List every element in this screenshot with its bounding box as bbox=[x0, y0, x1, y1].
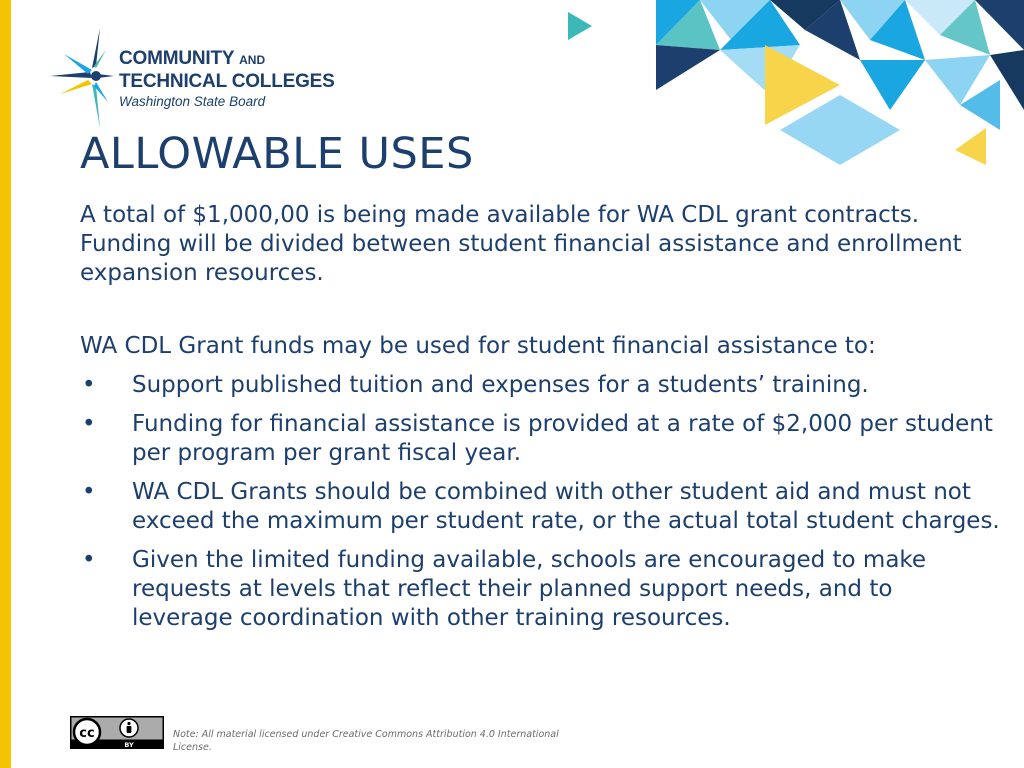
intro-paragraph: A total of $1,000,00 is being made available for WA CDL grant contracts. Funding will be divided between student financial assistance and enrollment expansion resources. bbox=[80, 202, 962, 286]
star-burst-logo-icon bbox=[50, 28, 114, 128]
slide-footer bbox=[70, 716, 590, 756]
bullet-text: Given the limited funding available, schools are encouraged to make requests at levels that reflect their planned support needs, and to leverage coordination with other training resources. bbox=[132, 547, 927, 631]
bullet-marker: • bbox=[82, 372, 96, 398]
bullet-text: Support published tuition and expenses for a students’ training. bbox=[132, 372, 869, 398]
bullet-item bbox=[80, 546, 1000, 633]
bullet-text: Funding for financial assistance is provided at a rate of $2,000 per student per program per grant fiscal year. bbox=[132, 411, 993, 466]
logo-word-and: AND bbox=[239, 53, 266, 67]
slide-title: ALLOWABLE USES bbox=[80, 129, 474, 179]
logo-wordmark bbox=[119, 48, 335, 112]
lead-sentence: WA CDL Grant funds may be used for student financial assistance to: bbox=[80, 333, 876, 359]
bullet-marker: • bbox=[82, 479, 96, 505]
slide-body bbox=[80, 201, 1000, 643]
logo-line-technical-colleges: TECHNICAL COLLEGES bbox=[119, 71, 335, 92]
triangle-decoration bbox=[554, 0, 1024, 200]
logo-line-state-board: Washington State Board bbox=[119, 94, 266, 109]
cc-badge-by-text: BY bbox=[124, 741, 134, 749]
creative-commons-by-icon bbox=[70, 716, 164, 749]
bullet-item bbox=[80, 371, 1000, 400]
bullet-text: WA CDL Grants should be combined with other student aid and must not exceed the maximum per student rate, or the actual total student charges. bbox=[132, 479, 1000, 534]
bullet-list bbox=[80, 371, 1000, 633]
logo-word-community: COMMUNITY bbox=[119, 48, 235, 69]
bullet-marker: • bbox=[82, 547, 96, 573]
cc-badge-main-text: cc bbox=[79, 726, 95, 741]
bullet-item bbox=[80, 478, 1000, 536]
organization-logo bbox=[50, 28, 350, 128]
bullet-item bbox=[80, 410, 1000, 468]
license-note: Note: All material licensed under Creative Commons Attribution 4.0 International License. bbox=[173, 729, 559, 753]
accent-bar bbox=[0, 0, 11, 768]
bullet-marker: • bbox=[82, 411, 96, 437]
logo-line-community bbox=[119, 48, 335, 71]
